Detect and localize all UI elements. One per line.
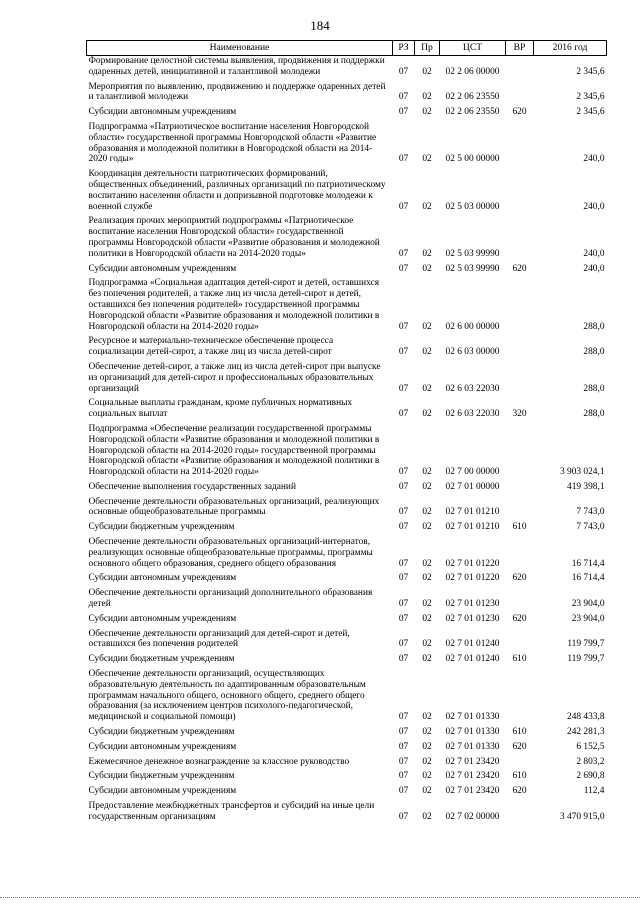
- cell-vr: [506, 278, 534, 336]
- header-row: [87, 41, 607, 56]
- cell-amount: 2 690,8: [576, 771, 605, 782]
- table-row: [87, 82, 607, 108]
- cell-pr: 02: [422, 481, 432, 492]
- cell-amount: 2 345,6: [576, 107, 605, 118]
- page-bottom-edge: [0, 897, 640, 898]
- cell-amount: 23 904,0: [571, 599, 605, 610]
- cell-cst: 02 7 01 01230: [445, 599, 500, 610]
- cell-vr: [506, 216, 534, 263]
- cell-name: Обеспечение детей-сирот, а также лиц из числа детей-сирот при выпуске из организаций для детей-сирот и профессиональных образовательных организаций: [88, 361, 381, 394]
- cell-amount: 240,0: [583, 154, 605, 165]
- cell-name: Субсидии автономным учреждениям: [88, 263, 237, 274]
- cell-name: Ежемесячное денежное вознаграждение за классное руководство: [88, 756, 350, 767]
- cell-amount: 248 433,8: [567, 712, 605, 723]
- cell-name: Субсидии бюджетным учреждениям: [88, 771, 235, 782]
- table-row: [87, 522, 607, 537]
- cell-vr: [506, 629, 534, 655]
- table-row: [87, 122, 607, 169]
- cell-pr: 02: [422, 558, 432, 569]
- cell-pr: 02: [422, 727, 432, 738]
- cell-pr: 02: [422, 786, 432, 797]
- cell-rz: 07: [398, 712, 409, 723]
- cell-rz: 07: [398, 507, 409, 518]
- table-row: [87, 614, 607, 629]
- table-row: [87, 669, 607, 727]
- cell-name: Подпрограмма «Обеспечение реализации государственной программы Новгородской области «Развитие образования и молодежной политики в Новгородской области на 2014-2020 годы» государственной программы Новгородской области «Развитие образования и молодежной политики в Новгородской области на 2014-2020 годы»: [88, 423, 380, 478]
- cell-rz: 07: [398, 248, 409, 259]
- cell-pr: 02: [422, 201, 432, 212]
- cell-name: Предоставление межбюджетных трансфертов и субсидий на иные цели государственным организациям: [88, 801, 375, 822]
- table-row: [87, 278, 607, 336]
- cell-cst: 02 7 01 01210: [445, 507, 500, 518]
- cell-rz: 07: [398, 613, 409, 624]
- cell-pr: 02: [422, 321, 432, 332]
- cell-vr: 610: [512, 727, 527, 738]
- cell-cst: 02 5 03 99990: [445, 248, 500, 259]
- cell-cst: 02 7 01 01330: [445, 741, 500, 752]
- cell-vr: [506, 362, 534, 398]
- cell-name: Мероприятия по выявлению, продвижению и поддержке одаренных детей и талантливой молодежи: [88, 81, 386, 103]
- table-row: [87, 757, 607, 772]
- cell-cst: 02 2 06 23550: [445, 107, 500, 118]
- cell-pr: 02: [422, 522, 432, 533]
- cell-name: Субсидии автономным учреждениям: [88, 107, 237, 118]
- cell-rz: 07: [398, 771, 409, 782]
- budget-table: [86, 40, 607, 827]
- cell-rz: 07: [398, 727, 409, 738]
- cell-amount: 3 903 024,1: [559, 467, 605, 478]
- cell-name: Субсидии автономным учреждениям: [88, 573, 237, 584]
- cell-cst: 02 7 01 01210: [445, 522, 500, 533]
- table-row: [87, 216, 607, 263]
- cell-cst: 02 2 06 23550: [445, 92, 500, 103]
- cell-rz: 07: [398, 654, 409, 665]
- cell-pr: 02: [422, 248, 432, 259]
- cell-cst: 02 7 01 01220: [445, 573, 500, 584]
- cell-cst: 02 7 01 23420: [445, 756, 500, 767]
- cell-amount: 419 398,1: [567, 481, 605, 492]
- cell-vr: [506, 122, 534, 169]
- cell-cst: 02 7 01 01230: [445, 613, 500, 624]
- cell-amount: 2 345,6: [576, 92, 605, 103]
- cell-rz: 07: [398, 263, 409, 274]
- cell-name: Обеспечение выполнения государственных заданий: [88, 481, 296, 492]
- cell-pr: 02: [422, 771, 432, 782]
- cell-amount: 240,0: [583, 248, 605, 259]
- cell-amount: 119 799,7: [567, 654, 605, 665]
- cell-cst: 02 6 03 22030: [445, 409, 500, 420]
- table-row: [87, 264, 607, 279]
- table-row: [87, 573, 607, 588]
- cell-amount: 16 714,4: [571, 558, 605, 569]
- cell-cst: 02 2 06 00000: [445, 66, 500, 77]
- cell-pr: 02: [422, 66, 432, 77]
- header-rz: РЗ: [393, 41, 415, 56]
- cell-rz: 07: [398, 558, 409, 569]
- cell-rz: 07: [398, 321, 409, 332]
- cell-rz: 07: [398, 573, 409, 584]
- cell-name: Обеспечение деятельности организаций дополнительного образования детей: [88, 588, 373, 610]
- table-row: [87, 497, 607, 523]
- cell-amount: 7 743,0: [576, 507, 605, 518]
- cell-amount: 242 281,3: [567, 727, 605, 738]
- table-row: [87, 786, 607, 801]
- table-row: [87, 398, 607, 424]
- cell-pr: 02: [422, 712, 432, 723]
- cell-amount: 119 799,7: [567, 639, 605, 650]
- cell-cst: 02 7 01 01240: [445, 654, 500, 665]
- cell-pr: 02: [422, 741, 432, 752]
- cell-name: Субсидии бюджетным учреждениям: [88, 654, 235, 665]
- header-pr: Пр: [415, 41, 440, 56]
- cell-vr: 610: [512, 654, 527, 665]
- cell-cst: 02 5 03 00000: [445, 201, 500, 212]
- cell-vr: 620: [512, 613, 527, 624]
- table-row: [87, 629, 607, 655]
- cell-cst: 02 6 03 22030: [445, 383, 500, 394]
- cell-name: Формирование целостной системы выявления, продвижения и поддержки одаренных детей, инициативной и талантливой молодежи: [88, 56, 385, 77]
- cell-pr: 02: [422, 654, 432, 665]
- cell-name: Подпрограмма «Социальная адаптация детей-сирот и детей, оставшихся без попечения родителей, а также лиц из числа детей-сирот и детей, оставшихся без попечения родителей» государственной программы Новгородской области «Развитие образования и молодежной политики в Новгородской области на 2014-2020 годы»: [88, 278, 380, 332]
- cell-pr: 02: [422, 383, 432, 394]
- table-row: [87, 537, 607, 573]
- cell-vr: 620: [512, 573, 527, 584]
- table-row: [87, 107, 607, 122]
- cell-cst: 02 7 01 01240: [445, 639, 500, 650]
- cell-pr: 02: [422, 467, 432, 478]
- cell-amount: 240,0: [583, 263, 605, 274]
- cell-name: Ресурсное и материально-техническое обеспечение процесса социализации детей-сирот, а также лиц из числа детей-сирот: [88, 336, 334, 358]
- cell-cst: 02 7 02 00000: [445, 811, 500, 822]
- cell-pr: 02: [422, 92, 432, 103]
- cell-rz: 07: [398, 811, 409, 822]
- cell-rz: 07: [398, 741, 409, 752]
- cell-rz: 07: [398, 481, 409, 492]
- cell-pr: 02: [422, 639, 432, 650]
- cell-amount: 16 714,4: [571, 573, 605, 584]
- cell-pr: 02: [422, 573, 432, 584]
- cell-pr: 02: [422, 263, 432, 274]
- cell-pr: 02: [422, 613, 432, 624]
- cell-rz: 07: [398, 107, 409, 118]
- cell-cst: 02 5 03 99990: [445, 263, 500, 274]
- table-row: [87, 336, 607, 362]
- cell-rz: 07: [398, 522, 409, 533]
- cell-vr: 610: [512, 522, 527, 533]
- cell-rz: 07: [398, 66, 409, 77]
- cell-cst: 02 7 01 00000: [445, 481, 500, 492]
- cell-rz: 07: [398, 154, 409, 165]
- table-row: [87, 362, 607, 398]
- table-row: [87, 771, 607, 786]
- page-number: 184: [310, 18, 330, 33]
- cell-vr: [506, 169, 534, 216]
- cell-vr: [506, 757, 534, 772]
- table-header: [87, 41, 607, 56]
- cell-amount: 288,0: [583, 347, 605, 358]
- table-row: [87, 56, 607, 82]
- cell-rz: 07: [398, 639, 409, 650]
- cell-vr: 620: [512, 107, 527, 118]
- table-row: [87, 588, 607, 614]
- header-cst: ЦСТ: [440, 41, 506, 56]
- cell-name: Обеспечение деятельности организаций для детей-сирот и детей, оставшихся без попечения родителей: [88, 628, 350, 650]
- cell-vr: [506, 801, 534, 827]
- header-name: Наименование: [87, 41, 393, 56]
- cell-vr: [506, 537, 534, 573]
- cell-vr: [506, 82, 534, 108]
- cell-amount: 288,0: [583, 383, 605, 394]
- cell-cst: 02 6 03 00000: [445, 347, 500, 358]
- cell-rz: 07: [398, 409, 409, 420]
- cell-pr: 02: [422, 756, 432, 767]
- cell-pr: 02: [422, 154, 432, 165]
- cell-cst: 02 7 01 01330: [445, 712, 500, 723]
- cell-pr: 02: [422, 599, 432, 610]
- cell-name: Реализация прочих мероприятий подпрограммы «Патриотическое воспитание населения Новгородской области» государственной программы Новгородской области «Развитие образования и молодежной политики в Новгородской области на 2014-2020 годы»: [88, 216, 380, 259]
- cell-name: Обеспечение деятельности образовательных организаций-интернатов, реализующих основные общеобразовательные программы, программы основного общего образования, среднего общего образования: [88, 537, 373, 569]
- cell-cst: 02 7 01 01330: [445, 727, 500, 738]
- header-vr: ВР: [506, 41, 534, 56]
- table-body: [87, 56, 607, 827]
- cell-name: Субсидии бюджетным учреждениям: [88, 727, 235, 738]
- cell-vr: 620: [512, 741, 527, 752]
- cell-vr: [506, 497, 534, 523]
- cell-pr: 02: [422, 507, 432, 518]
- cell-rz: 07: [398, 383, 409, 394]
- cell-vr: 620: [512, 263, 527, 274]
- cell-vr: [506, 424, 534, 482]
- cell-rz: 07: [398, 467, 409, 478]
- cell-cst: 02 7 00 00000: [445, 467, 500, 478]
- cell-amount: 3 470 915,0: [559, 811, 605, 822]
- cell-vr: 620: [512, 786, 527, 797]
- cell-amount: 7 743,0: [576, 522, 605, 533]
- table-row: [87, 801, 607, 827]
- table-row: [87, 169, 607, 216]
- cell-amount: 288,0: [583, 409, 605, 420]
- cell-vr: 610: [512, 771, 527, 782]
- cell-name: Субсидии бюджетным учреждениям: [88, 522, 235, 533]
- cell-vr: [506, 588, 534, 614]
- cell-name: Субсидии автономным учреждениям: [88, 786, 237, 797]
- cell-amount: 6 152,5: [576, 741, 605, 752]
- cell-name: Субсидии автономным учреждениям: [88, 741, 237, 752]
- table-row: [87, 742, 607, 757]
- cell-name: Субсидии автономным учреждениям: [88, 613, 237, 624]
- cell-vr: [506, 56, 534, 82]
- cell-vr: [506, 336, 534, 362]
- cell-rz: 07: [398, 599, 409, 610]
- cell-vr: [506, 482, 534, 497]
- cell-rz: 07: [398, 92, 409, 103]
- cell-vr: 320: [512, 409, 527, 420]
- cell-cst: 02 5 00 00000: [445, 154, 500, 165]
- cell-pr: 02: [422, 107, 432, 118]
- cell-name: Обеспечение деятельности организаций, осуществляющих образовательную деятельность по адаптированным образовательным программам начального общего, основного общего, среднего общего образования (за исключением центров психолого-педагогической, медицинской и социальной помощи): [88, 669, 366, 723]
- table-row: [87, 424, 607, 482]
- cell-pr: 02: [422, 409, 432, 420]
- cell-name: Координация деятельности патриотических формирований, общественных объединений, различных организаций по патриотическому воспитанию населения области и допризывной подготовке молодежи к военной службе: [88, 169, 386, 212]
- cell-amount: 2 803,2: [576, 756, 605, 767]
- cell-pr: 02: [422, 347, 432, 358]
- cell-amount: 2 345,6: [576, 66, 605, 77]
- cell-rz: 07: [398, 786, 409, 797]
- cell-cst: 02 7 01 01220: [445, 558, 500, 569]
- table-row: [87, 727, 607, 742]
- cell-amount: 240,0: [583, 201, 605, 212]
- table-row: [87, 482, 607, 497]
- cell-cst: 02 6 00 00000: [445, 321, 500, 332]
- cell-amount: 23 904,0: [571, 613, 605, 624]
- header-year: 2016 год: [534, 41, 607, 56]
- cell-name: Обеспечение деятельности образовательных организаций, реализующих основные общеобразовательные программы: [88, 496, 380, 518]
- cell-name: Подпрограмма «Патриотическое воспитание населения Новгородской области» государственной программы Новгородской области «Развитие образования и молодежной политики в Новгородской области на 2014-2020 годы»: [88, 121, 377, 165]
- cell-amount: 288,0: [583, 321, 605, 332]
- cell-amount: 112,4: [583, 786, 605, 797]
- cell-name: Социальные выплаты гражданам, кроме публичных нормативных социальных выплат: [88, 398, 353, 420]
- table-row: [87, 654, 607, 669]
- cell-rz: 07: [398, 756, 409, 767]
- cell-rz: 07: [398, 347, 409, 358]
- cell-pr: 02: [422, 811, 432, 822]
- cell-vr: [506, 669, 534, 727]
- cell-rz: 07: [398, 201, 409, 212]
- cell-cst: 02 7 01 23420: [445, 786, 500, 797]
- cell-cst: 02 7 01 23420: [445, 771, 500, 782]
